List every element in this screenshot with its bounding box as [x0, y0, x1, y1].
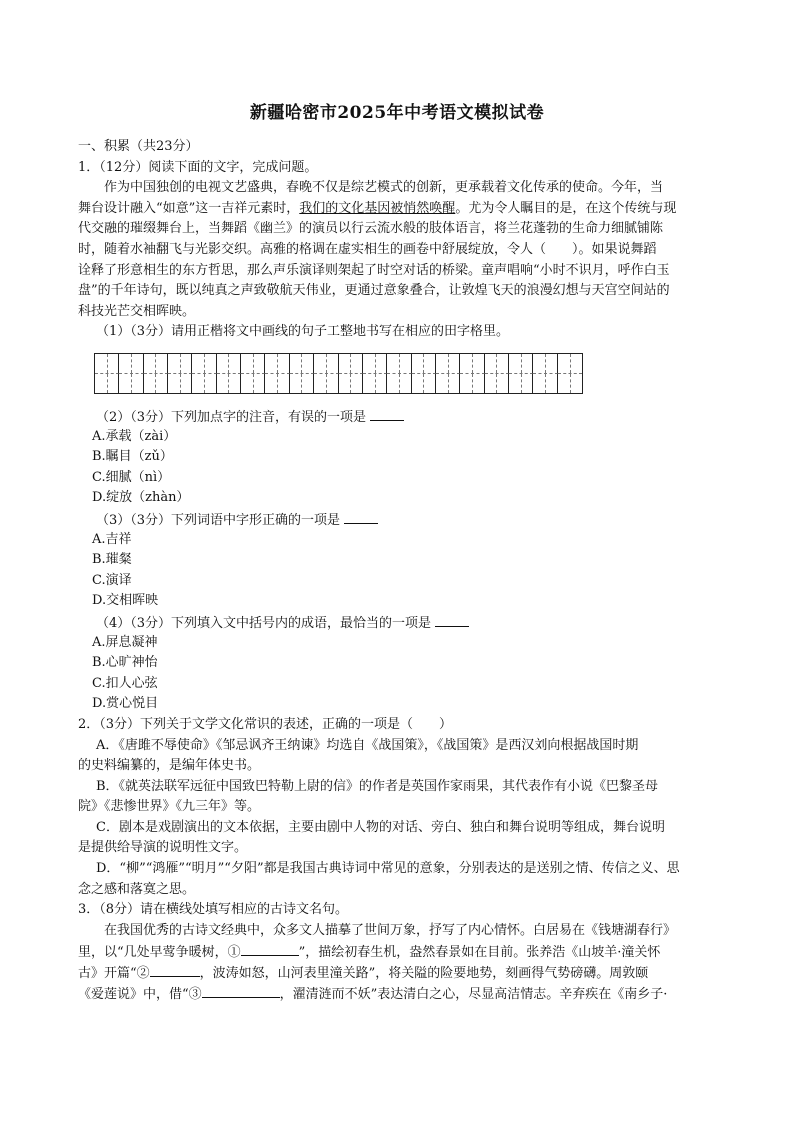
q2-option-b: B．《就英法联军远征中国致巴特勒上尉的信》的作者是英国作家雨果，其代表作有小说《巴黎圣母 [96, 778, 659, 794]
sub-question-2: （2）（3分）下列加点字的注音，有误的一项是 [78, 406, 718, 427]
q3-line: 里，以“几处早莺争暖树，① ”，描绘初春生机，盎然春景如在目前。张养浩《山坡羊·潼关怀 [78, 941, 718, 962]
sub-question-1: （1）（3分）请用正楷将文中画线的句子工整地书写在相应的田字格里。 [96, 324, 510, 340]
passage-line: 作为中国独创的电视文艺盛典，春晚不仅是综艺模式的创新，更承载着文化传承的使命。今年，当 [104, 180, 664, 196]
q3-line: 古》开篇“② ，波涛如怒，山河表里潼关路”，将关隘的险要地势，刻画得气势磅礴。周敦颐 [78, 962, 718, 983]
fill-blank-3[interactable] [202, 983, 280, 998]
passage-text: 舞台设计融入“如意”这一吉祥元素时， [78, 200, 300, 216]
section-accumulation [78, 137, 718, 343]
grid-cell[interactable] [363, 354, 387, 374]
q3-line: 《爱莲说》中，借“③ ，濯清涟而不妖”表达清白之心，尽显高洁情志。辛弃疾在《南乡子· [78, 983, 718, 1004]
grid-cell[interactable] [387, 374, 411, 394]
sub-question-3: （3）（3分）下列词语中字形正确的一项是 [78, 509, 718, 530]
passage-line: 盘”的千年诗句，既以纯真之声致敬航天伟业，更通过意象叠合，让敦煌飞天的浪漫幻想与天宫空间站的 [78, 283, 670, 299]
question-1-header: 1．（12分）阅读下面的文字，完成问题。 [78, 159, 318, 175]
option-a: A.吉祥 [92, 531, 132, 547]
grid-cell[interactable] [265, 374, 289, 394]
section-heading: 一、积累（共23分） [78, 139, 199, 154]
option-b: B.瞩目（zǔ） [92, 449, 173, 465]
grid-cell[interactable] [436, 374, 460, 394]
question-3-header: 3．（8分）请在横线处填写相应的古诗文名句。 [78, 902, 349, 918]
grid-cell[interactable] [241, 374, 265, 394]
q2-option-d: D．“柳”“鸿雁”“明月”“夕阳”都是我国古典诗词中常见的意象，分别表达的是送别之情、传信之义、思 [96, 861, 680, 877]
passage-line: 科技光芒交相晖映。 [78, 303, 196, 319]
option-d: D.交相晖映 [92, 593, 159, 609]
grid-cell[interactable] [192, 374, 216, 394]
q2-option-c: C．剧本是戏剧演出的文本依据，主要由剧中人物的对话、旁白、独白和舞台说明等组成，舞台说明 [96, 819, 665, 835]
grid-cell[interactable] [265, 354, 289, 374]
grid-cell[interactable] [533, 354, 557, 374]
grid-cell[interactable] [460, 354, 484, 374]
q3-line: 在我国优秀的古诗文经典中，众多文人描摹了世间万象，抒写了内心情怀。白居易在《钱塘湖春行》 [104, 922, 677, 938]
answer-blank[interactable] [344, 509, 378, 524]
fill-blank-1[interactable] [241, 941, 299, 956]
grid-cell[interactable] [558, 374, 582, 394]
passage-line [78, 199, 718, 220]
grid-cell[interactable] [412, 354, 436, 374]
sub-question-4: （4）（3分）下列填入文中括号内的成语，最恰当的一项是 [78, 612, 718, 633]
grid-cell[interactable] [95, 354, 119, 374]
grid-cell[interactable] [533, 374, 557, 394]
grid-cell[interactable] [119, 374, 143, 394]
grid-cell[interactable] [241, 354, 265, 374]
option-a: A.屏息凝神 [92, 634, 158, 650]
grid-cell[interactable] [314, 354, 338, 374]
grid-cell[interactable] [168, 354, 192, 374]
grid-cell[interactable] [314, 374, 338, 394]
grid-cell[interactable] [460, 374, 484, 394]
fill-blank-2[interactable] [150, 962, 200, 977]
passage-line: 时，随着水袖翻飞与光影交织。高雅的格调在虚实相生的画卷中舒展绽放，令人（ ）。如果说舞蹈 [78, 241, 657, 257]
grid-cell[interactable] [217, 374, 241, 394]
grid-cell[interactable] [217, 354, 241, 374]
grid-cell[interactable] [387, 354, 411, 374]
grid-cell[interactable] [436, 354, 460, 374]
q2-option-a: A．《唐雎不辱使命》《邹忌讽齐王纳谏》均选自《战国策》，《战国策》是西汉刘向根据战国时期 [96, 737, 639, 753]
underlined-sentence: 我们的文化基因被悄然唤醒 [299, 200, 456, 216]
sub-questions [78, 406, 718, 1003]
q2-option-b-cont: 院》《悲惨世界》《九三年》等。 [78, 799, 261, 815]
page-title: 新疆哈密市2025年中考语文模拟试卷 [249, 103, 545, 123]
grid-cell[interactable] [95, 374, 119, 394]
grid-cell[interactable] [339, 354, 363, 374]
grid-cell[interactable] [290, 354, 314, 374]
grid-cell[interactable] [339, 374, 363, 394]
answer-blank[interactable] [435, 612, 469, 627]
passage-line: 诠释了形意相生的东方哲思，那么声乐演译则架起了时空对话的桥梁。童声唱响“小时不识月，呼作白玉 [78, 262, 670, 278]
grid-cell[interactable] [412, 374, 436, 394]
grid-cell[interactable] [144, 374, 168, 394]
passage-line: 代交融的璀缀舞台上，当舞蹈《幽兰》的演员以行云流水般的肢体语言，将兰花蓬勃的生命力细腻铺陈 [78, 221, 664, 237]
option-a: A.承载（zài） [92, 428, 177, 444]
q2-option-d-cont: 念之感和落寞之思。 [78, 881, 196, 897]
q2-option-c-cont: 是提供给导演的说明性文字。 [78, 840, 248, 856]
answer-blank[interactable] [370, 406, 404, 421]
grid-cell[interactable] [558, 354, 582, 374]
question-2-header: 2．（3分）下列关于文学文化常识的表述，正确的一项是（ ） [78, 716, 453, 732]
grid-cell[interactable] [119, 354, 143, 374]
option-c: C.演译 [92, 572, 132, 588]
grid-cell[interactable] [363, 374, 387, 394]
grid-cell[interactable] [192, 354, 216, 374]
option-d: D.赏心悦目 [92, 696, 159, 712]
option-b: B.心旷神怡 [92, 655, 158, 671]
q2-option-a-cont: 的史料编纂的，是编年体史书。 [78, 758, 261, 774]
grid-cell[interactable] [485, 354, 509, 374]
passage-text: 。尤为令人瞩目的是，在这个传统与现 [455, 200, 677, 216]
grid-cell[interactable] [509, 374, 533, 394]
option-b: B.璀粲 [92, 552, 132, 568]
option-d: D.绽放（zhàn） [92, 490, 190, 506]
grid-cell[interactable] [485, 374, 509, 394]
grid-cell[interactable] [168, 374, 192, 394]
grid-cell[interactable] [509, 354, 533, 374]
option-c: C.细腻（nì） [92, 469, 171, 485]
grid-cell[interactable] [144, 354, 168, 374]
grid-cell[interactable] [290, 374, 314, 394]
option-c: C.扣人心弦 [92, 675, 158, 691]
tianzige-grid[interactable] [94, 353, 583, 394]
